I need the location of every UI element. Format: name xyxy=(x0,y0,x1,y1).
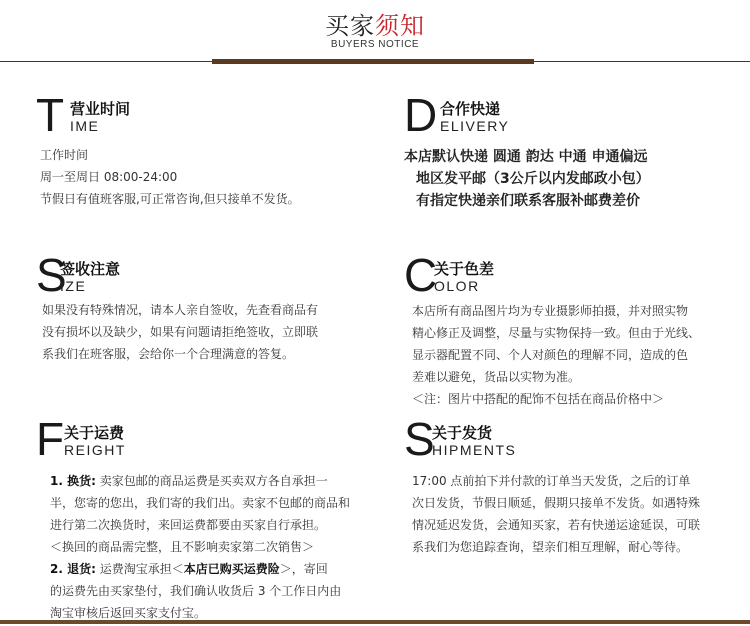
size-line: 如果没有特殊情况，请本人亲自签收，先查看商品有 xyxy=(42,303,319,317)
section-color-header xyxy=(404,249,734,301)
section-color-title: 关于色差 xyxy=(434,260,495,278)
section-time-title: 营业时间 xyxy=(70,100,131,118)
notice-banner xyxy=(0,0,750,70)
section-freight-body xyxy=(50,470,350,624)
freight-insurance-note: 本店已购买运费险 xyxy=(183,562,280,576)
color-line: ＜注：图片中搭配的配饰不包括在商品价格中＞ xyxy=(412,392,665,406)
banner-title-main: 买家 xyxy=(325,12,375,40)
section-shipments-letter: S xyxy=(404,413,435,465)
section-delivery-header xyxy=(404,89,734,141)
section-size-letter: S xyxy=(36,249,67,301)
section-size-body xyxy=(42,299,318,365)
section-shipments-body xyxy=(412,470,700,558)
color-line: 显示器配置不同、个人对颜色的理解不同，造成的色 xyxy=(412,348,689,362)
bottom-divider xyxy=(0,620,750,624)
banner-title xyxy=(0,6,750,41)
section-color xyxy=(404,249,734,406)
freight-line: 淘宝审核后返回买家支付宝。 xyxy=(50,606,207,620)
section-color-body xyxy=(412,300,700,410)
shipments-line: 情况延迟发货，会通知买家，若有快递运途延误，可联 xyxy=(412,518,701,532)
section-shipments-header xyxy=(404,413,734,465)
freight-item-2-number: 2. 退货: xyxy=(50,562,96,576)
time-line: 节假日有值班客服,可正常咨询,但只接单不发货。 xyxy=(40,192,300,206)
section-freight-en: REIGHT xyxy=(64,442,126,458)
color-line: 本店所有商品图片均为专业摄影师拍摄，并对照实物 xyxy=(412,304,689,318)
freight-line: 半，您寄的您出，我们寄的我们出。卖家不包邮的商品和 xyxy=(50,496,351,510)
section-freight-letter: F xyxy=(36,413,65,465)
section-shipments xyxy=(404,413,734,554)
section-size xyxy=(36,249,366,361)
freight-line: 的运费先由买家垫付，我们确认收货后 3 个工作日内由 xyxy=(50,584,342,598)
shipments-line: 17:00 点前拍下并付款的订单当天发货，之后的订单 xyxy=(412,474,691,488)
section-size-title: 签收注意 xyxy=(60,260,121,278)
banner-divider-accent xyxy=(212,59,534,64)
size-line: 系我们在班客服，会给你一个合理满意的答复。 xyxy=(42,347,295,361)
freight-item-return xyxy=(50,558,350,580)
section-delivery-en: ELIVERY xyxy=(440,118,510,134)
section-time-en: IME xyxy=(70,118,100,134)
section-size-header xyxy=(36,249,366,301)
section-time xyxy=(36,89,356,206)
section-color-en: OLOR xyxy=(434,278,480,294)
section-time-body xyxy=(40,144,300,210)
color-line: 差难以避免，货品以实物为准。 xyxy=(412,370,581,384)
section-freight xyxy=(36,413,366,620)
freight-line: ＞，寄回 xyxy=(279,562,328,576)
freight-item-return-exchange xyxy=(50,470,350,492)
freight-line: 进行第二次换货时，来回运费都要由买家自行承担。 xyxy=(50,518,327,532)
section-time-header xyxy=(36,89,356,141)
section-delivery-title: 合作快递 xyxy=(440,100,501,118)
freight-item-1-number: 1. 换货: xyxy=(50,474,96,488)
freight-line: 卖家包邮的商品运费是买卖双方各自承担一 xyxy=(99,474,328,488)
section-freight-title: 关于运费 xyxy=(64,424,125,442)
section-delivery-body xyxy=(404,146,650,212)
section-delivery-letter: D xyxy=(404,89,438,141)
color-line: 精心修正及调整，尽量与实物保持一致。但由于光线、 xyxy=(412,326,701,340)
section-time-letter: T xyxy=(36,89,65,141)
section-freight-header xyxy=(36,413,366,465)
section-shipments-title: 关于发货 xyxy=(432,424,493,442)
delivery-line: 地区发平邮（3公斤以内发邮政小包） xyxy=(416,171,650,187)
delivery-line: 本店默认快递 圆通 韵达 中通 申通偏远 xyxy=(404,149,648,165)
time-line: 工作时间 xyxy=(40,148,89,162)
section-size-en: IZE xyxy=(60,278,87,294)
freight-line: 运费淘宝承担＜ xyxy=(99,562,184,576)
section-shipments-en: HIPMENTS xyxy=(432,442,517,458)
shipments-line: 次日发货，节假日顺延，假期只接单不发货。如遇特殊 xyxy=(412,496,701,510)
banner-title-accent: 须知 xyxy=(375,12,425,40)
section-delivery xyxy=(404,89,734,209)
time-line: 周一至周日 08:00-24:00 xyxy=(40,170,178,184)
section-color-letter: C xyxy=(404,249,438,301)
size-line: 没有损坏以及缺少，如果有问题请拒绝签收，立即联 xyxy=(42,325,319,339)
freight-line: ＜换回的商品需完整，且不影响卖家第二次销售＞ xyxy=(50,540,315,554)
delivery-line: 有指定快递亲们联系客服补邮费差价 xyxy=(416,193,640,209)
banner-subtitle: BUYERS NOTICE xyxy=(330,39,420,50)
shipments-line: 系我们为您追踪查询，望亲们相互理解，耐心等待。 xyxy=(412,540,689,554)
